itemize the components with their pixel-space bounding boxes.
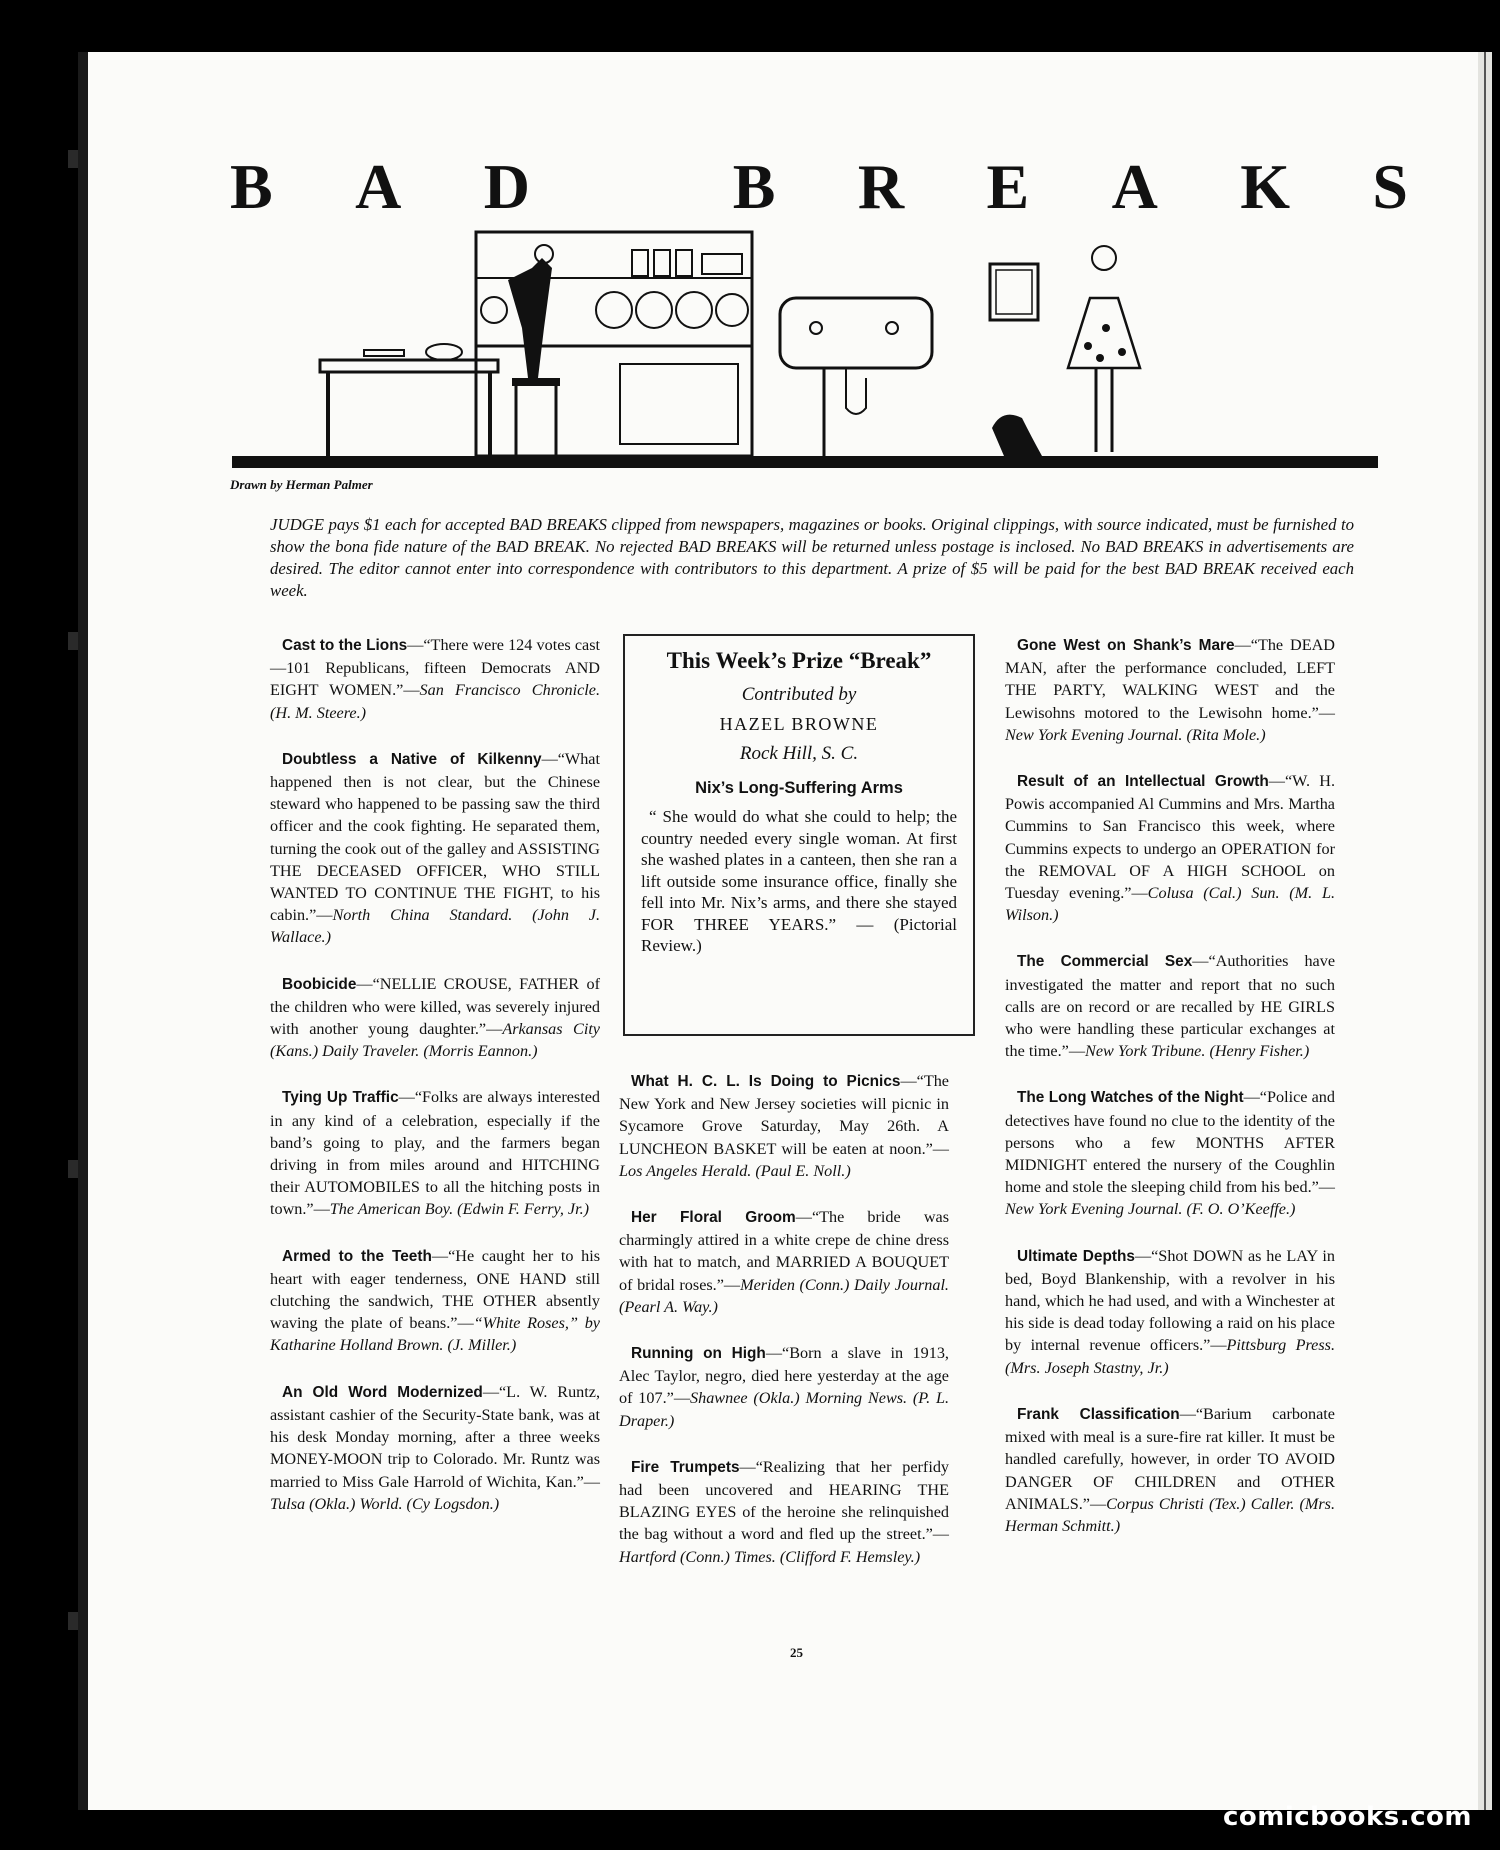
illustration-credit: Drawn by Herman Palmer xyxy=(230,477,373,492)
spine-mark xyxy=(68,1612,78,1630)
entry-heading: Her Floral Groom xyxy=(631,1209,796,1227)
entry-heading: Running on High xyxy=(631,1345,766,1363)
list-item xyxy=(1005,1245,1335,1379)
list-item xyxy=(619,1456,949,1568)
entry-heading: Fire Trumpets xyxy=(631,1458,740,1476)
column-right xyxy=(1005,634,1335,1561)
entry-body: —“He caught her to his heart with eager tenderness, ONE HAND still clutching the sandwich, THE OTHER absently waving the plate of beans.”— xyxy=(270,1246,601,1333)
title-letter: E xyxy=(986,151,1032,222)
page-edge-line xyxy=(1484,52,1486,1810)
entry-body: —“Realizing that her perfidy had been uncovered and HEARING THE BLAZING EYES of the heroine she relinquished the bag without a word and fled up the street.”— xyxy=(619,1457,950,1544)
title-letter: A xyxy=(355,151,404,222)
entry-heading: An Old Word Modernized xyxy=(282,1383,483,1401)
spine-mark xyxy=(68,1160,78,1178)
prize-box xyxy=(623,634,975,1036)
entry-body: —“What happened then is not clear, but the Chinese steward who happened to be passing saw the third officer and the cook fighting. He separated them, turning the cook out of the galley and ASSISTING THE DECEASED OFFICER, WHO STILL WANTED TO CONTINUE THE FIGHT, to his cabin.”— xyxy=(270,749,600,925)
entry-heading: The Long Watches of the Night xyxy=(1017,1089,1244,1107)
title-letter: R xyxy=(857,151,907,222)
list-item xyxy=(1005,1086,1335,1220)
list-item xyxy=(270,634,600,724)
entry-body: —“Shot DOWN as he LAY in bed, Boyd Blankenship, with a revolver in his hand, which he had used, and with a Winchester at his side is dead today following a raid on his place by internal revenue officers.”— xyxy=(1005,1246,1335,1355)
entry-source: Colusa (Cal.) Sun. (M. L. Wilson.) xyxy=(1005,884,1335,925)
entry-source: New York Evening Journal. (F. O. O’Keeffe.) xyxy=(1005,1200,1296,1219)
entry-source: Tulsa (Okla.) World. (Cy Logsdon.) xyxy=(270,1494,500,1513)
prize-heading: Nix’s Long-Suffering Arms xyxy=(695,779,903,797)
prize-winner-name: HAZEL BROWNE xyxy=(719,714,879,734)
entry-heading: What H. C. L. Is Doing to Picnics xyxy=(631,1073,901,1090)
list-item xyxy=(270,1381,600,1515)
entry-body: —“L. W. Runtz, assistant cashier of the Security-State bank, was at his desk Monday morning, after a three weeks MONEY-MOON trip to Colorado. Mr. Runtz was married to Miss Gale Harrold of Wichita, Kan.”— xyxy=(270,1382,600,1491)
title-letter: B xyxy=(732,151,778,222)
entry-source: Hartford (Conn.) Times. (Clifford F. Hemsley.) xyxy=(619,1547,921,1566)
entry-source: Corpus Christi (Tex.) Caller. (Mrs. Herman Schmitt.) xyxy=(1005,1494,1335,1535)
entry-heading: Tying Up Traffic xyxy=(282,1089,399,1107)
entry-heading: The Commercial Sex xyxy=(1017,953,1193,971)
entry-source: Meriden (Conn.) Daily Journal. (Pearl A. Way.) xyxy=(619,1275,949,1316)
entry-body: —“W. H. Powis accompanied Al Cummins and Mrs. Martha Cummins to San Francisco this week, where Cummins expects to undergo an OPERATION for the REMOVAL OF A HIGH SCHOOL on Tuesday evening.”— xyxy=(1005,772,1335,903)
prize-body: “ She would do what she could to help; the country needed every single woman. At first she washed plates in a canteen, then she ran a lift outside some insurance office, finally she fell into Mr. Nix’s arms, and there she stayed FOR THREE YEARS.” — (Pictorial Review.) xyxy=(641,807,957,955)
list-item xyxy=(1005,770,1335,926)
entry-heading: Gone West on Shank’s Mare xyxy=(1017,637,1235,654)
entry-heading: Ultimate Depths xyxy=(1017,1247,1135,1265)
title-letter: K xyxy=(1240,151,1292,222)
entry-source: New York Evening Journal. (Rita Mole.) xyxy=(1005,725,1266,744)
column-left xyxy=(270,634,600,1539)
spine-mark xyxy=(68,150,78,168)
entry-body: —“The New York and New Jersey societies will picnic in Sycamore Grove Saturday, May 26th. A LUNCHEON BASKET will be eaten at noon.”— xyxy=(619,1072,949,1158)
entry-heading: Frank Classification xyxy=(1017,1405,1180,1423)
entry-source: “White Roses,” by Katharine Holland Brown. (J. Miller.) xyxy=(270,1314,600,1355)
entry-body: —“Folks are always interested in any kind of a celebration, especially if the band’s going to play, and the farmers began driving in from miles around and HITCHING their AUTOMOBILES to all the hitching posts in town.”— xyxy=(270,1088,600,1219)
entry-source: Arkansas City (Kans.) Daily Traveler. (Morris Eannon.) xyxy=(270,1020,600,1061)
entry-source: Pittsburg Press. (Mrs. Joseph Stastny, Jr.) xyxy=(1005,1336,1335,1377)
entry-body: —“Authorities have investigated the matter and report that no such calls are on record or are recalled by HE GIRLS who were handling these particular exchanges at the time.”— xyxy=(1005,952,1336,1061)
page-title xyxy=(230,150,1410,224)
entry-source: The American Boy. (Edwin F. Ferry, Jr.) xyxy=(329,1200,590,1219)
list-item xyxy=(1005,634,1335,746)
entry-source: North China Standard. (John J. Wallace.) xyxy=(270,906,600,947)
entry-heading: Armed to the Teeth xyxy=(282,1247,432,1265)
list-item xyxy=(270,748,600,949)
entry-body: —“The bride was charmingly attired in a white crepe de chine dress with hat to match, and MARRIED A BOUQUET of bridal roses.”— xyxy=(619,1208,949,1294)
intro-paragraph: JUDGE pays $1 each for accepted BAD BREAKS clipped from newspapers, magazines or books. Original clippings, with source indicated, must be furnished to show the bona fide nature of the BAD BREAK. No rejected BAD BREAKS will be returned unless postage is inclosed. No BAD BREAKS in advertisements are desired. The editor cannot enter into correspondence with contributors to this department. A prize of $5 will be paid for the best BAD BREAK received each week. xyxy=(270,515,1354,600)
entry-body: —“Barium carbonate mixed with meal is a sure-fire rat killer. It must be handled carefully, however, in order TO AVOID DANGER OF CHILDREN and OTHER ANIMALS.”— xyxy=(1005,1404,1335,1513)
prize-winner-place: Rock Hill, S. C. xyxy=(739,743,859,764)
entry-heading: Result of an Intellectual Growth xyxy=(1017,773,1269,791)
entry-source: Shawnee (Okla.) Morning News. (P. L. Draper.) xyxy=(619,1389,950,1430)
entry-heading: Boobicide xyxy=(282,975,357,993)
entry-source: Los Angeles Herald. (Paul E. Noll.) xyxy=(619,1161,851,1180)
title-letter: A xyxy=(1111,151,1160,222)
list-item xyxy=(1005,950,1335,1062)
entry-source: New York Tribune. (Henry Fisher.) xyxy=(1085,1042,1310,1061)
entry-body: —“Born a slave in 1913, Alec Taylor, negro, died here yesterday at the age of 107.”— xyxy=(619,1344,949,1408)
page-number: 25 xyxy=(790,1645,803,1660)
title-spacer xyxy=(612,150,652,224)
entry-body: —“The DEAD MAN, after the performance concluded, LEFT THE PARTY, WALKING WEST and the Lewisohns motored to the Lewisohn home.”— xyxy=(1005,636,1335,722)
entry-heading: Cast to the Lions xyxy=(282,637,408,654)
title-letter: D xyxy=(483,151,532,222)
list-item xyxy=(619,1206,949,1318)
list-item xyxy=(1005,1403,1335,1537)
entry-body: —“There were 124 votes cast—101 Republicans, fifteen Democrats AND EIGHT WOMEN.”— xyxy=(270,636,601,700)
spine-mark xyxy=(68,632,78,650)
list-item xyxy=(270,973,600,1063)
title-letter: B xyxy=(230,151,275,222)
entry-heading: Doubtless a Native of Kilkenny xyxy=(282,750,542,768)
prize-contributed: Contributed by xyxy=(741,684,857,705)
list-item xyxy=(270,1245,600,1357)
entry-source: San Francisco Chronicle. (H. M. Steere.) xyxy=(270,681,600,722)
entry-body: —“Police and detectives have found no clue to the identity of the persons who a few MONTHS AFTER MIDNIGHT entered the nursery of the Coughlin home and stole the sleeping child from his bed.”— xyxy=(1005,1088,1335,1197)
list-item xyxy=(270,1086,600,1220)
entry-body: —“NELLIE CROUSE, FATHER of the children who were killed, was severely injured with another young daughter.”— xyxy=(270,974,600,1039)
list-item xyxy=(619,1342,949,1432)
title-letter: S xyxy=(1372,151,1410,222)
kitchen-illustration xyxy=(232,228,1378,476)
watermark-site: comicbooks.com xyxy=(1222,1802,1472,1832)
column-middle xyxy=(619,1070,949,1592)
prize-title: This Week’s Prize “Break” xyxy=(666,648,932,673)
list-item xyxy=(619,1070,949,1182)
